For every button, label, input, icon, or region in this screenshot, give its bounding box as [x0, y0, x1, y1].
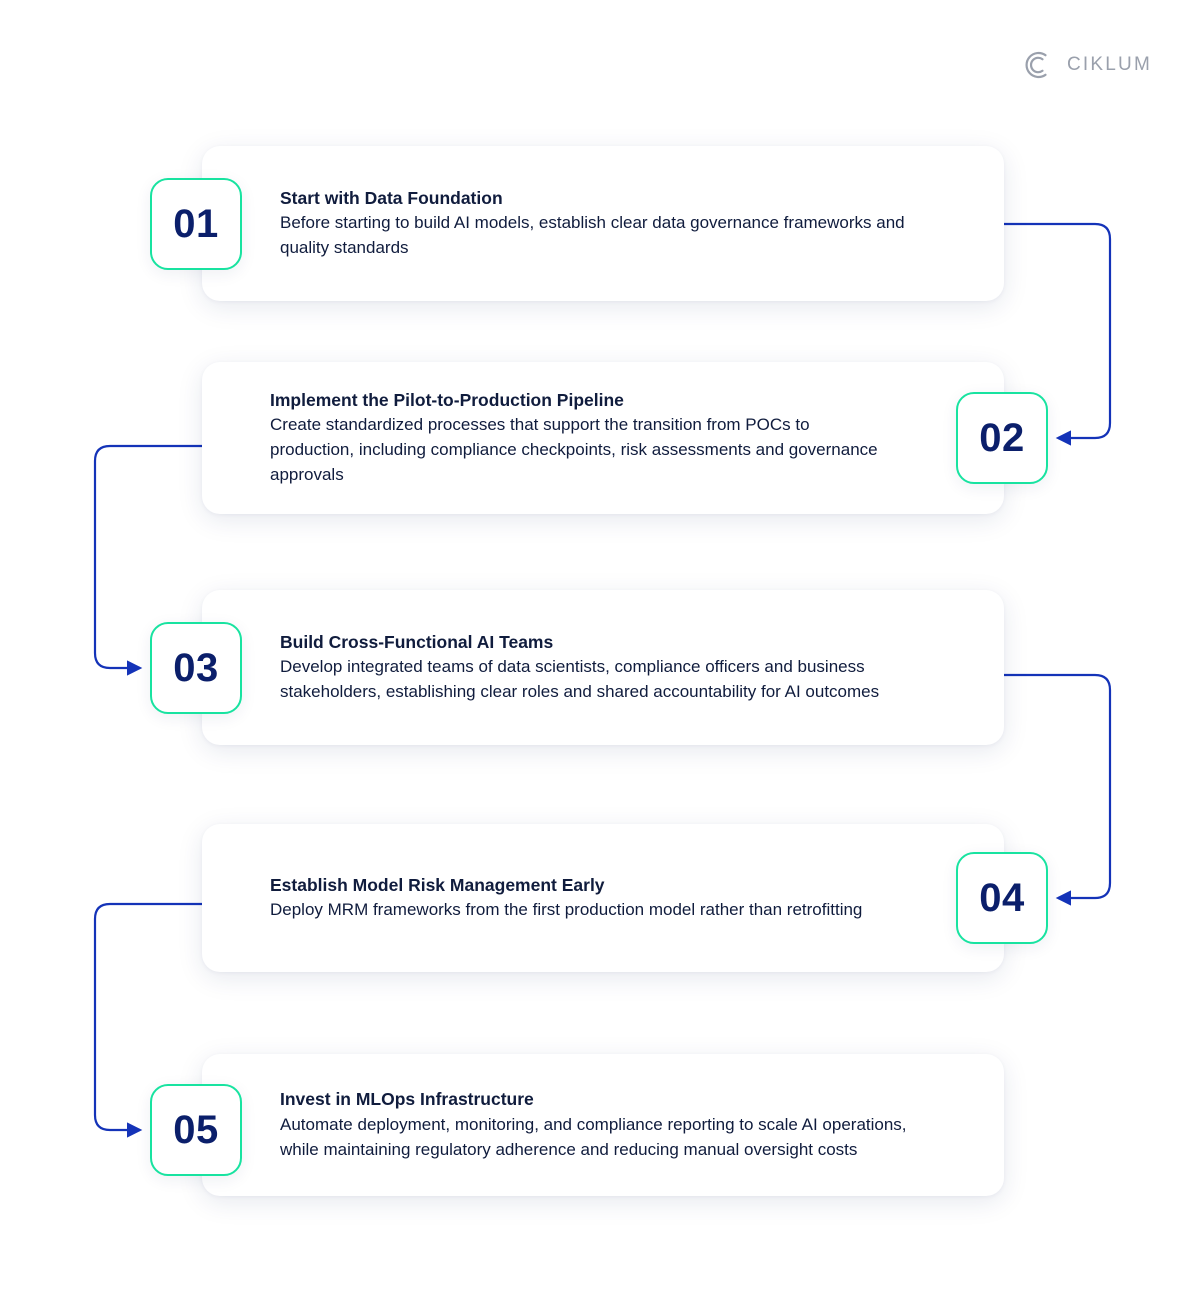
step-description: Deploy MRM frameworks from the first production model rather than retrofitting	[270, 900, 863, 920]
step-number: 02	[979, 416, 1025, 460]
step-number-badge	[956, 852, 1048, 944]
step-card	[202, 146, 1004, 301]
step-number-badge	[956, 392, 1048, 484]
step-number: 01	[173, 202, 219, 246]
step-title: Establish Model Risk Management Early	[270, 874, 605, 895]
step-card	[202, 590, 1004, 745]
step-description: Create standardized processes that support the transition from POCs to production, including compliance checkpoints, risk assessments and governance approvals	[270, 415, 878, 485]
step-title: Implement the Pilot-to-Production Pipeline	[270, 389, 624, 410]
step-number: 05	[173, 1108, 219, 1152]
step-description: Automate deployment, monitoring, and compliance reporting to scale AI operations, while maintaining regulatory adherence and reducing manual oversight costs	[280, 1114, 907, 1159]
step-card	[202, 824, 1004, 972]
step-card	[202, 362, 1004, 514]
brand-name: CIKLUM	[1067, 54, 1152, 75]
step-title: Build Cross-Functional AI Teams	[280, 631, 554, 652]
step-card	[202, 1054, 1004, 1196]
step-number-badge	[150, 622, 242, 714]
step-number-badge	[150, 1084, 242, 1176]
step-number: 03	[173, 646, 219, 690]
step-title: Invest in MLOps Infrastructure	[280, 1089, 534, 1110]
step-description: Develop integrated teams of data scientists, compliance officers and business stakeholders, establishing clear roles and shared accountability for AI outcomes	[280, 657, 880, 702]
step-number: 04	[979, 876, 1025, 920]
step-description: Before starting to build AI models, establish clear data governance frameworks and quality standards	[280, 213, 905, 258]
step-number-badge	[150, 178, 242, 270]
step-title: Start with Data Foundation	[280, 187, 503, 208]
